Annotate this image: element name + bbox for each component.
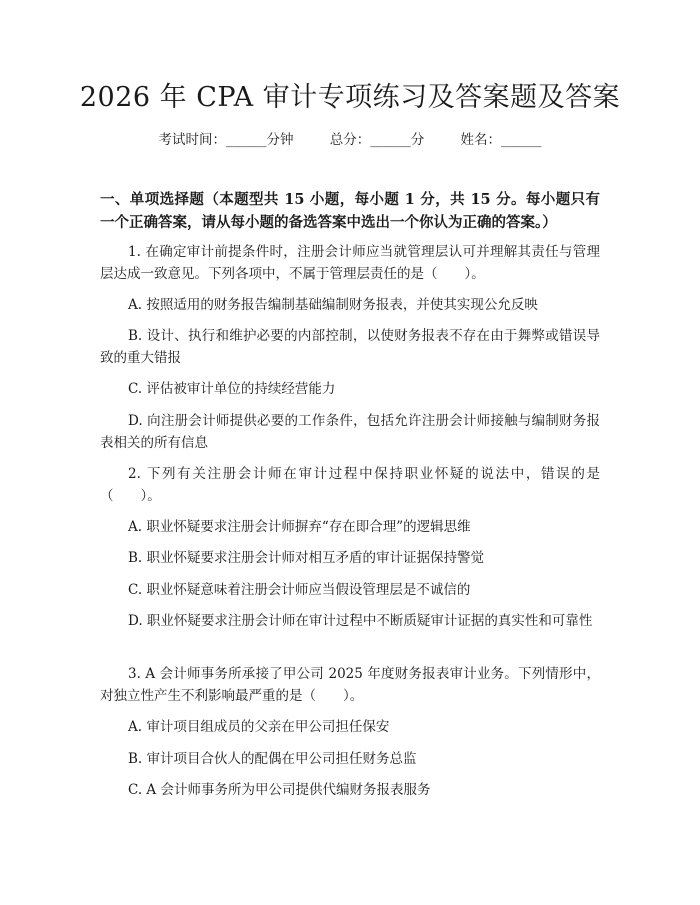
question-option: C. 职业怀疑意味着注册会计师应当假设管理层是不诚信的 (128, 582, 471, 598)
question-option: B. 审计项目合伙人的配偶在甲公司担任财务总监 (128, 751, 417, 767)
question-option: C. 评估被审计单位的持续经营能力 (128, 381, 336, 397)
question-option: C. A 会计师事务所为甲公司提供代编财务报表服务 (128, 782, 431, 798)
question-option: A. 职业怀疑要求注册会计师摒弃“存在即合理”的逻辑思维 (128, 519, 471, 535)
question-option: D. 向注册会计师提供必要的工作条件，包括允许注册会计师接触与编制财务报表相关的所有信息 (100, 413, 600, 451)
name-field: 姓名：______ (460, 132, 542, 148)
question-option: D. 职业怀疑要求注册会计师在审计过程中不断质疑审计证据的真实性和可靠性 (128, 613, 593, 629)
question-stem: 2. 下列有关注册会计师在审计过程中保持职业怀疑的说法中，错误的是（ ）。 (100, 466, 600, 504)
question-stem: 3. A 会计师事务所承接了甲公司 2025 年度财务报表审计业务。下列情形中，对独立性产生不利影响最严重的是（ ）。 (100, 666, 600, 704)
exam-time-field: 考试时间：______分钟 (158, 132, 294, 148)
section-heading: 一、单项选择题（本题型共 15 小题，每小题 1 分，共 15 分。每小题只有一个正确答案，请从每小题的备选答案中选出一个你认为正确的答案。） (100, 191, 600, 231)
document-title: 2026 年 CPA 审计专项练习及答案题及答案 (79, 82, 621, 113)
question-option: A. 审计项目组成员的父亲在甲公司担任保安 (128, 719, 390, 735)
question-option: B. 职业怀疑要求注册会计师对相互矛盾的审计证据保持警觉 (128, 550, 485, 566)
total-score-field: 总分：______分 (329, 132, 425, 148)
question-option: B. 设计、执行和维护必要的内部控制，以使财务报表不存在由于舞弊或错误导致的重大错报 (100, 328, 600, 366)
question-option: A. 按照适用的财务报告编制基础编制财务报表，并使其实现公允反映 (128, 297, 538, 313)
exam-meta-line (0, 130, 700, 150)
question-stem: 1. 在确定审计前提条件时，注册会计师应当就管理层认可并理解其责任与管理层达成一致意见。下列各项中，不属于管理层责任的是（ ）。 (100, 244, 600, 282)
